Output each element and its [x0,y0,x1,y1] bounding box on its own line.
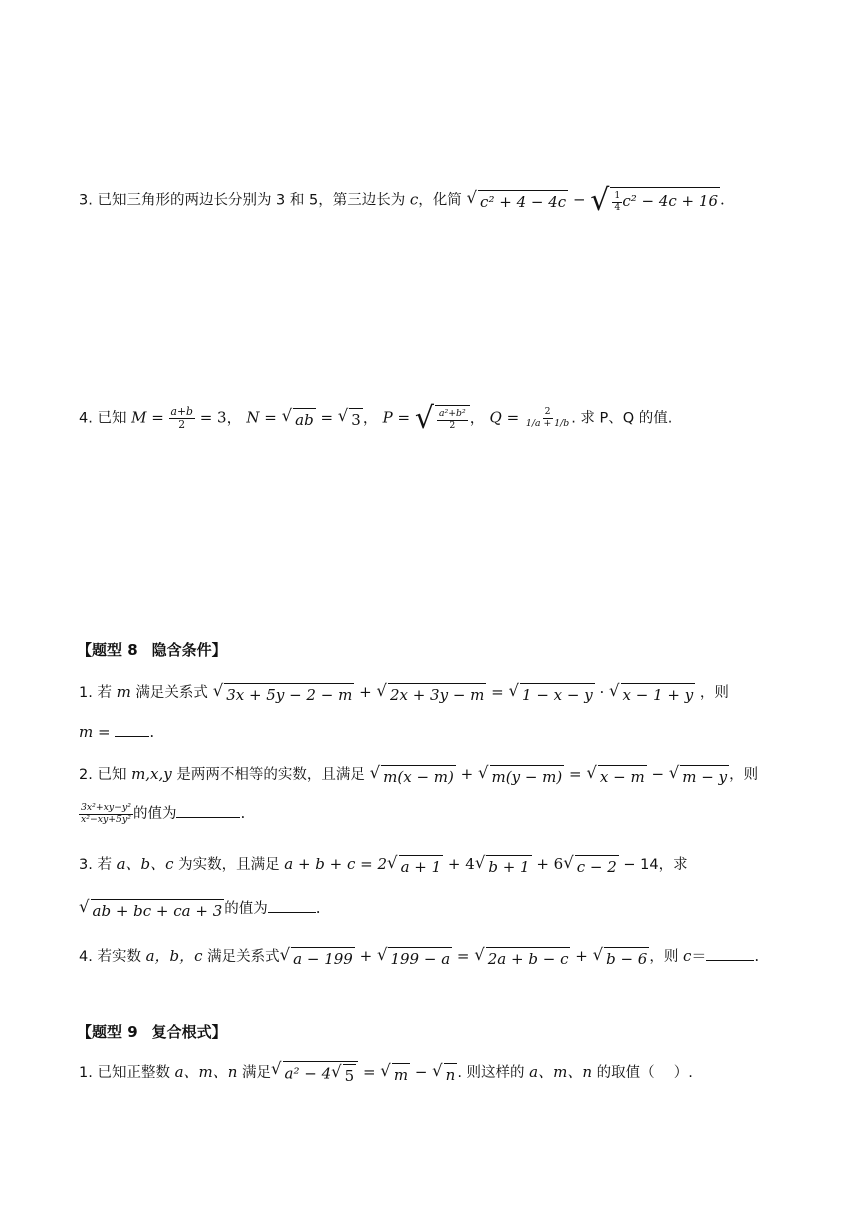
section-8-heading: 【题型 8 隐含条件】 [77,641,227,659]
answer-blank[interactable] [115,722,149,737]
radical-1: √ c² + 4 − 4c [466,188,567,211]
section-9-heading: 【题型 9 复合根式】 [77,1023,227,1041]
section-8-q1-answer: m = . [79,723,155,741]
section-8-q2: 2. 已知 m,x,y 是两两不相等的实数，且满足 √ m(x − m) + √ m(y − m) = √ x − m − √ m − y ，则 [79,762,759,786]
answer-blank[interactable] [268,898,316,913]
section-9-q1: 1. 已知正整数 a、m、n 满足 √ a² − 4 √ 5 = √ m − √ n . 则这样的 a、m、n 的取值（ ）. [79,1059,693,1085]
section-8-q1: 1. 若 m 满足关系式 √ 3x + 5y − 2 − m + √ 2x + 3y − m = √ 1 − x − y · √ x − 1 + y ，则 [79,680,729,704]
section-8-q4: 4. 若实数 a，b，c 满足关系式 √ a − 199 + √ 199 − a = √ 2a + b − c + √ b − 6 ，则 c＝ . [79,944,760,968]
problem-4-prev: 4. 已知 M = $\frac{a+b}{2}$ = 3， N = √ ab = √ 3 ， P = √ $\frac{\text{a²+b²}}{2}$ ， Q = $\frac{2}{1/a + 1/b}$ . 求 P、Q 的值. [79,401,673,436]
section-8-q2-answer: $\frac{\text{3x²+xy−y²}}{\text{x²−xy+5y²}}$ 的值为 . [81,801,246,825]
fraction: $\frac{\text{3x²+xy−y²}}{\text{x²−xy+5y²}}$ [81,801,131,825]
radical-ab: √ ab [281,406,314,429]
section-8-q3-answer: √ ab + bc + ca + 3 的值为 . [79,896,321,920]
answer-blank[interactable] [176,803,240,818]
radical-3: √ 3 [337,406,361,429]
fraction: $\frac{1}{4}$ [614,190,621,213]
fraction-m: $\frac{a+b}{2}$ [170,404,193,431]
radical-2: √ $\frac{1}{4}$ c² − 4c + 16 [590,183,718,218]
problem-3-prev: 3. 已知三角形的两边长分别为 3 和 5，第三边长为 c，化简 √ c² + 4 − 4c − √ $\frac{1}{4}$ c² − 4c + 16 . [79,183,725,218]
section-8-q3: 3. 若 a、b、c 为实数，且满足 a + b + c = 2 √ a + 1 + 4 √ b + 1 + 6 √ c − 2 − 14，求 [79,852,688,876]
fraction-q: $\frac{2}{1/a + 1/b}$ [525,406,570,429]
radical-p: √ $\frac{\text{a²+b²}}{2}$ [415,405,470,432]
answer-blank[interactable] [706,946,754,961]
